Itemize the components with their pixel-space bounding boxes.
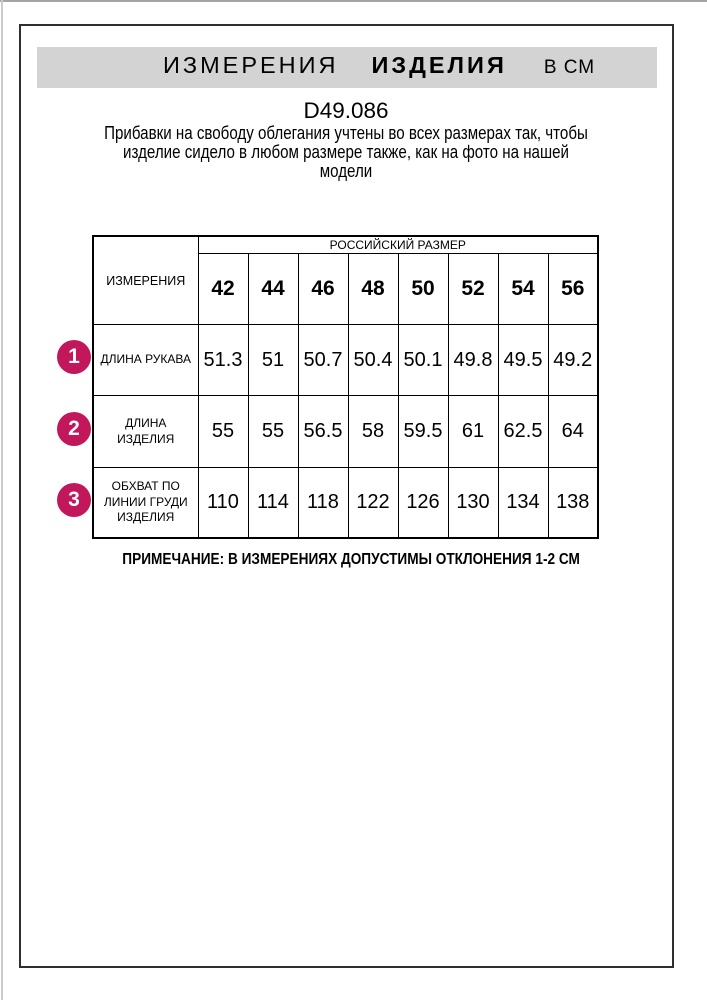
size-header: 54: [498, 254, 548, 325]
table-row-group-header: [93, 236, 598, 254]
table-cell: 50.7: [298, 325, 348, 396]
table-cell: 122: [348, 468, 398, 539]
measurement-badge-3: 3: [57, 483, 91, 517]
table-cell: 51: [248, 325, 298, 396]
row-label-line: ИЗДЕЛИЯ: [117, 510, 175, 525]
measurement-badge-1: 1: [57, 340, 91, 374]
table-cell: 134: [498, 468, 548, 539]
size-header: 50: [398, 254, 448, 325]
size-group-header: РОССИЙСКИЙ РАЗМЕР: [198, 236, 598, 254]
intro-paragraph: [73, 124, 619, 181]
table-cell: 50.1: [398, 325, 448, 396]
intro-line: модели: [319, 161, 373, 181]
table-row-sleeve-length: [93, 325, 598, 396]
title-bar: [37, 47, 657, 88]
size-header: 52: [448, 254, 498, 325]
table-cell: 126: [398, 468, 448, 539]
row-label: [93, 468, 198, 539]
size-header: 48: [348, 254, 398, 325]
table-cell: 118: [298, 468, 348, 539]
table-cell: 58: [348, 396, 398, 468]
intro-line: Прибавки на свободу облегания учтены во всех размерах так, чтобы: [104, 123, 588, 143]
size-header: 46: [298, 254, 348, 325]
row-label: [93, 325, 198, 396]
size-table: [92, 235, 599, 539]
row-label-line: ДЛИНА: [125, 415, 167, 430]
measurement-badge-2: 2: [57, 412, 91, 446]
page-edge-top-line: [0, 0, 707, 2]
table-cell: 138: [548, 468, 598, 539]
title-measurements: ИЗМЕРЕНИЯ: [163, 52, 339, 78]
table-cell: 51.3: [198, 325, 248, 396]
table-row-chest-girth: [93, 468, 598, 539]
size-header: 44: [248, 254, 298, 325]
table-cell: 49.8: [448, 325, 498, 396]
table-cell: 62.5: [498, 396, 548, 468]
table-cell: 49.5: [498, 325, 548, 396]
title-product: ИЗДЕЛИЯ: [371, 52, 507, 78]
table-row-item-length: [93, 396, 598, 468]
table-cell: 110: [198, 468, 248, 539]
article-code: D49.086: [303, 98, 389, 123]
title-unit-cm: В СМ: [543, 57, 596, 78]
table-cell: 56.5: [298, 396, 348, 468]
row-label: [93, 396, 198, 468]
page-edge-left-line: [1, 0, 3, 1000]
row-label-line: ОБХВАТ ПО: [111, 479, 180, 494]
table-cell: 61: [448, 396, 498, 468]
tolerance-note: ПРИМЕЧАНИЕ: В ИЗМЕРЕНИЯХ ДОПУСТИМЫ ОТКЛОНЕНИЯ 1-2 СМ: [122, 551, 580, 568]
table-cell: 55: [198, 396, 248, 468]
row-label-line: ДЛИНА РУКАВА: [100, 352, 192, 367]
table-cell: 130: [448, 468, 498, 539]
intro-line: изделие сидело в любом размере также, как на фото на нашей: [123, 142, 569, 162]
row-label-line: ИЗДЕЛИЯ: [117, 431, 175, 446]
table-corner-header: ИЗМЕРЕНИЯ: [93, 236, 198, 325]
table-cell: 64: [548, 396, 598, 468]
table-cell: 55: [248, 396, 298, 468]
table-cell: 114: [248, 468, 298, 539]
row-label-line: ЛИНИИ ГРУДИ: [103, 494, 188, 509]
table-cell: 59.5: [398, 396, 448, 468]
size-header: 42: [198, 254, 248, 325]
table-cell: 49.2: [548, 325, 598, 396]
table-cell: 50.4: [348, 325, 398, 396]
size-header: 56: [548, 254, 598, 325]
